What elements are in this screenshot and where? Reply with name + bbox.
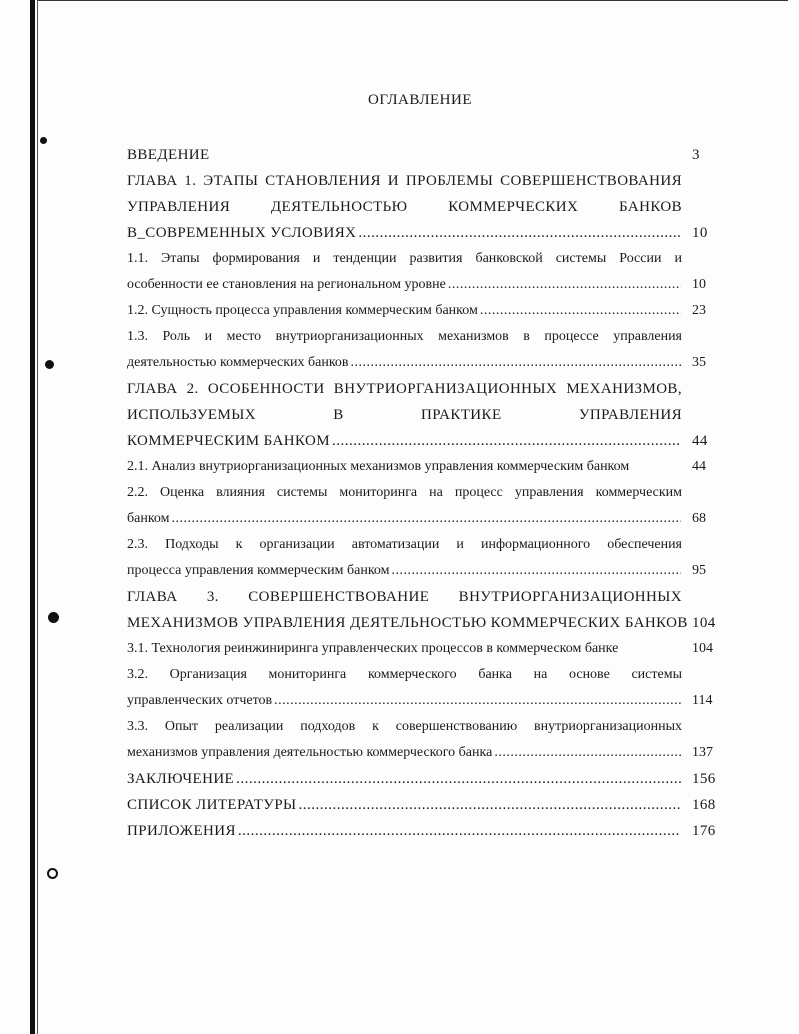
scan-speck	[45, 360, 54, 369]
toc-entry[interactable]	[127, 818, 722, 844]
scan-top-edge	[38, 0, 788, 1]
scan-binding-line	[37, 0, 38, 1034]
scan-speck	[48, 612, 59, 623]
toc-entry-text: ГЛАВА 3. СОВЕРШЕНСТВОВАНИЕ ВНУТРИОРГАНИЗАЦИОННЫХ	[127, 589, 682, 605]
toc-entry-text: механизмов управления деятельностью коммерческого банка	[127, 745, 493, 760]
toc-entry-text: ВВЕДЕНИЕ	[127, 147, 210, 163]
dot-leader	[392, 558, 681, 584]
toc-entry[interactable]	[127, 480, 722, 532]
toc-entry-text: 1.3. Роль и место внутриорганизационных механизмов в процессе управления	[127, 329, 682, 344]
toc-page-number: 176	[692, 823, 716, 839]
dot-leader	[351, 350, 681, 376]
scan-punch-hole	[47, 868, 58, 879]
toc-entry-text: УПРАВЛЕНИЯ ДЕЯТЕЛЬНОСТЬЮ КОММЕРЧЕСКИХ БАНКОВ	[127, 199, 682, 215]
toc-page-number: 104	[692, 641, 713, 656]
toc-entry-text: КОММЕРЧЕСКИМ БАНКОМ	[127, 433, 330, 449]
toc-page-number: 35	[692, 355, 706, 370]
toc-entry[interactable]	[127, 532, 722, 584]
dot-leader	[494, 740, 681, 766]
toc-entry-text: СПИСОК ЛИТЕРАТУРЫ	[127, 797, 297, 813]
toc-entry[interactable]	[127, 142, 722, 168]
toc-entry-text: 2.2. Оценка влияния системы мониторинга на процесс управления коммерческим	[127, 485, 682, 500]
dot-leader	[480, 298, 681, 324]
toc-entry[interactable]	[127, 662, 722, 714]
toc-entry[interactable]	[127, 792, 722, 818]
toc-entry-text: процесса управления коммерческим банком	[127, 563, 390, 578]
toc-entry-text: 3.1. Технология реинжиниринга управленческих процессов в коммерческом банке	[127, 641, 619, 656]
toc-entry[interactable]	[127, 376, 722, 454]
toc-page-number: 10	[692, 277, 706, 292]
toc-entry-text: 1.1. Этапы формирования и тенденции развития банковской системы России и	[127, 251, 682, 266]
page-title: ОГЛАВЛЕНИЕ	[368, 92, 472, 108]
toc-entry-text: управленческих отчетов	[127, 693, 273, 708]
dot-leader	[358, 220, 681, 246]
toc-entry-text: банком	[127, 511, 170, 526]
toc-entry-text: МЕХАНИЗМОВ УПРАВЛЕНИЯ ДЕЯТЕЛЬНОСТЬЮ КОММЕРЧЕСКИХ БАНКОВ	[127, 615, 688, 631]
toc-entry-text: деятельностью коммерческих банков	[127, 355, 349, 370]
scan-speck	[40, 137, 47, 144]
toc-page-number: 137	[692, 745, 713, 760]
toc-entry[interactable]	[127, 246, 722, 298]
dot-leader	[332, 428, 681, 454]
dot-leader	[172, 506, 681, 532]
toc-page-number: 44	[692, 433, 708, 449]
toc-entry-text: 2.1. Анализ внутриорганизационных механизмов управления коммерческим банком	[127, 459, 630, 474]
toc-page-number: 156	[692, 771, 716, 787]
toc-entry-text: 2.3. Подходы к организации автоматизации и информационного обеспечения	[127, 537, 682, 552]
toc-entry[interactable]	[127, 714, 722, 766]
toc-page-number: 168	[692, 797, 716, 813]
toc-page-number: 3	[692, 147, 700, 163]
toc-entry[interactable]	[127, 324, 722, 376]
toc-entry-text: 3.2. Организация мониторинга коммерческого банка на основе системы	[127, 667, 682, 682]
toc-entry[interactable]	[127, 168, 722, 246]
toc-entry-text: В_СОВРЕМЕННЫХ УСЛОВИЯХ	[127, 225, 357, 241]
toc-entry[interactable]	[127, 636, 722, 662]
toc-page-number: 95	[692, 563, 706, 578]
toc-page-number: 10	[692, 225, 708, 241]
toc-entry-text: ГЛАВА 1. ЭТАПЫ СТАНОВЛЕНИЯ И ПРОБЛЕМЫ СОВЕРШЕНСТВОВАНИЯ	[127, 173, 682, 189]
toc-entry-text: особенности ее становления на региональном уровне	[127, 277, 446, 292]
toc-entry-text: ЗАКЛЮЧЕНИЕ	[127, 771, 235, 787]
toc-page-number: 44	[692, 459, 706, 474]
toc-entry-text: ПРИЛОЖЕНИЯ	[127, 823, 236, 839]
toc-entry[interactable]	[127, 584, 722, 636]
dot-leader	[238, 818, 681, 844]
toc-page-number: 114	[692, 693, 713, 708]
toc-page-number: 68	[692, 511, 706, 526]
toc-entry[interactable]	[127, 454, 722, 480]
toc-entry[interactable]	[127, 766, 722, 792]
table-of-contents	[127, 142, 722, 844]
toc-entry-text: 1.2. Сущность процесса управления коммерческим банком	[127, 303, 478, 318]
toc-entry[interactable]	[127, 298, 722, 324]
dot-leader	[299, 792, 681, 818]
toc-entry-text: 3.3. Опыт реализации подходов к совершенствованию внутриорганизационных	[127, 719, 682, 734]
dot-leader	[236, 766, 681, 792]
toc-entry-text: ГЛАВА 2. ОСОБЕННОСТИ ВНУТРИОРГАНИЗАЦИОННЫХ МЕХАНИЗМОВ,	[127, 381, 682, 397]
toc-entry-text: ИСПОЛЬЗУЕМЫХ В ПРАКТИКЕ УПРАВЛЕНИЯ	[127, 407, 682, 423]
scan-binding-shadow	[30, 0, 35, 1034]
toc-page-number: 23	[692, 303, 706, 318]
toc-page-number: 104	[692, 615, 716, 631]
dot-leader	[448, 272, 681, 298]
dot-leader	[274, 688, 681, 714]
